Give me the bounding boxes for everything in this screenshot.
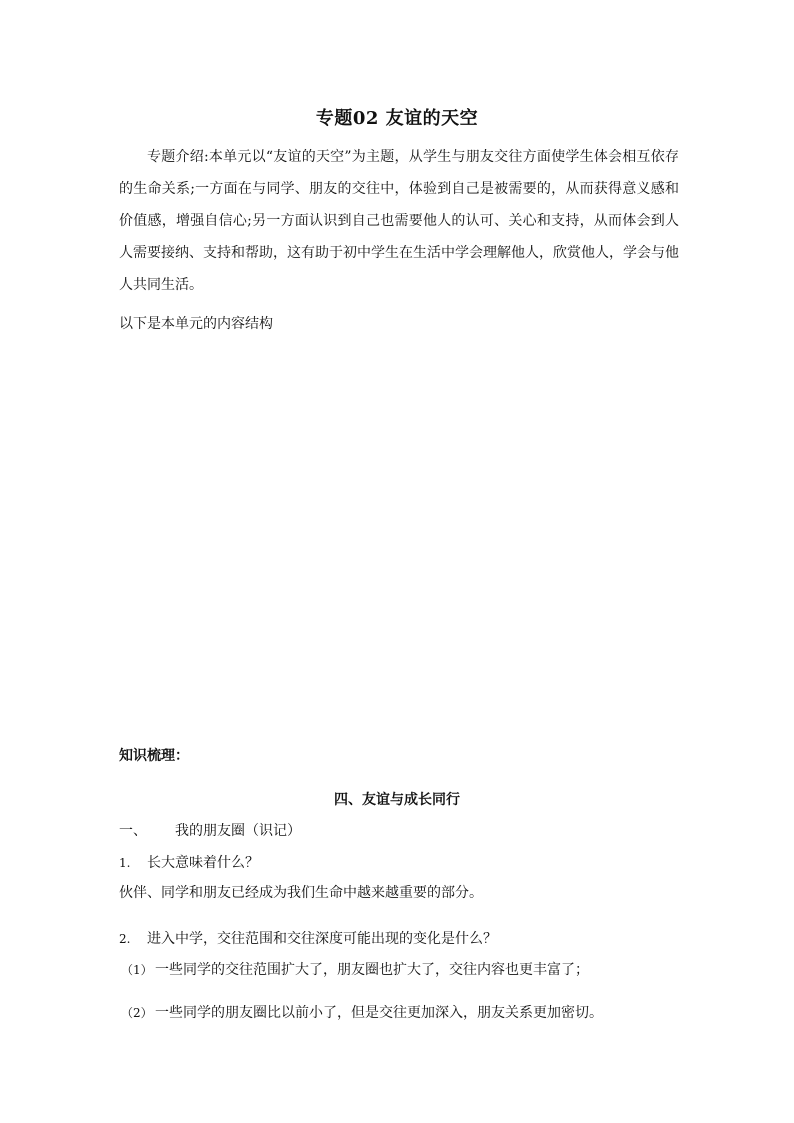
knowledge-heading: 知识梳理： [119,748,189,764]
item-text: 长大意味着什么？ [147,855,259,871]
item-text: 伙伴、同学和朋友已经成为我们生命中越来越重要的部分。 [119,885,483,901]
outline-item-friend-circle [119,819,301,843]
question-growing-up [119,851,259,875]
item-text: 我的朋友圈（识记） [175,823,301,839]
document-title: 专题02 友谊的天空 [315,108,479,129]
item-text: 一些同学的朋友圈比以前小了，但是交往更加深入，朋友关系更加密切。 [155,1005,603,1021]
item-number: 1. [119,856,131,870]
item-number: 一、 [119,823,147,839]
structure-intro-text: 以下是本单元的内容结构 [119,316,273,332]
item-text: 进入中学，交往范围和交往深度可能出现的变化是什么？ [147,931,497,947]
item-number: （1） [121,963,153,977]
answer-point-2 [121,1001,603,1025]
intro-paragraph: 专题介绍:本单元以“友谊的天空”为主题，从学生与朋友交往方面使学生体会相互依存的生命关系;一方面在与同学、朋友的交往中，体验到自己是被需要的，从而获得意义感和价值感，增强自信心;另一方面认识到自己也需要他人的认可、关心和支持，从而体会到人人需要接纳、支持和帮助，这有助于初中学生在生活中学会理解他人，欣赏他人，学会与他人共同生活。 [119,149,679,293]
item-number: 2. [119,932,131,946]
item-text: 一些同学的交往范围扩大了，朋友圈也扩大了，交往内容也更丰富了； [155,962,589,978]
section-heading: 四、友谊与成长同行 [334,792,460,808]
question-social-change [119,927,497,951]
item-number: （2） [121,1006,153,1020]
answer-growing-up [119,881,483,905]
answer-point-1 [121,958,589,982]
